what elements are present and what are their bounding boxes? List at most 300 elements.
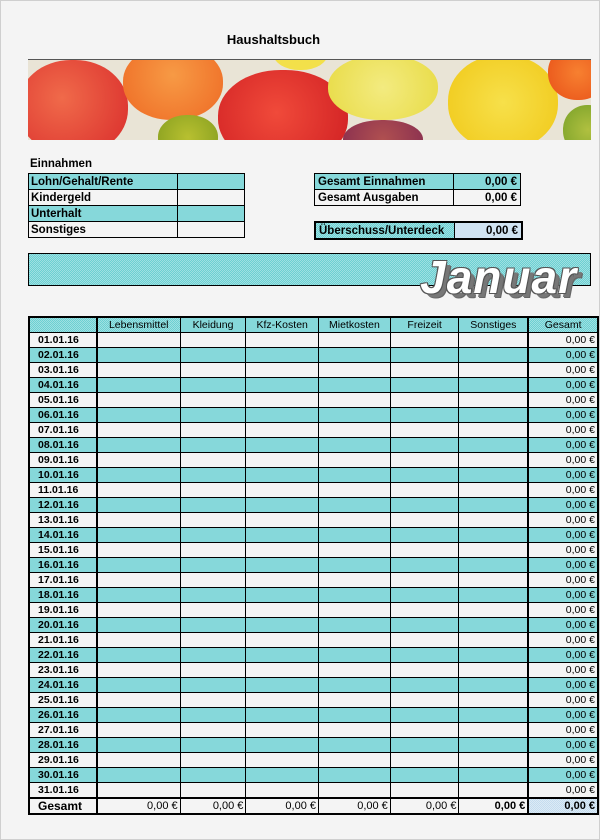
expense-input-cell[interactable] <box>390 498 459 513</box>
expense-input-cell[interactable] <box>390 573 459 588</box>
column-total-cell: 0,00 € <box>459 798 528 814</box>
income-table <box>28 173 245 238</box>
table-row <box>29 408 598 423</box>
expense-input-cell[interactable] <box>459 348 528 363</box>
expense-input-cell[interactable] <box>246 558 319 573</box>
table-row <box>29 438 598 453</box>
expense-input-cell[interactable] <box>97 513 180 528</box>
expense-input-cell[interactable] <box>180 513 246 528</box>
expense-input-cell[interactable] <box>459 333 528 348</box>
expense-input-cell[interactable] <box>390 558 459 573</box>
expense-input-cell[interactable] <box>459 453 528 468</box>
expense-input-cell[interactable] <box>180 768 246 783</box>
row-total-cell: 0,00 € <box>528 678 598 693</box>
expense-input-cell[interactable] <box>390 633 459 648</box>
expense-input-cell[interactable] <box>246 648 319 663</box>
table-row <box>29 723 598 738</box>
expense-input-cell[interactable] <box>246 723 319 738</box>
expense-input-cell[interactable] <box>180 528 246 543</box>
row-total-cell: 0,00 € <box>528 438 598 453</box>
expense-input-cell[interactable] <box>390 678 459 693</box>
date-cell: 05.01.16 <box>29 393 97 408</box>
expense-input-cell[interactable] <box>97 468 180 483</box>
grand-total-cell: 0,00 € <box>528 798 598 814</box>
expense-input-cell[interactable] <box>246 468 319 483</box>
expense-input-cell[interactable] <box>246 498 319 513</box>
surplus-table <box>314 221 523 240</box>
expense-input-cell[interactable] <box>390 513 459 528</box>
candy-banner-image <box>28 59 591 140</box>
expense-input-cell[interactable] <box>246 693 319 708</box>
income-input[interactable] <box>178 190 245 206</box>
expense-input-cell[interactable] <box>390 378 459 393</box>
expense-input-cell[interactable] <box>180 618 246 633</box>
table-row <box>29 483 598 498</box>
date-cell: 25.01.16 <box>29 693 97 708</box>
expense-input-cell[interactable] <box>180 648 246 663</box>
expense-input-cell[interactable] <box>180 738 246 753</box>
expense-input-cell[interactable] <box>246 528 319 543</box>
date-cell: 30.01.16 <box>29 768 97 783</box>
expense-input-cell[interactable] <box>246 783 319 799</box>
expense-input-cell[interactable] <box>459 378 528 393</box>
expense-input-cell[interactable] <box>319 468 391 483</box>
table-row <box>29 573 598 588</box>
date-cell: 21.01.16 <box>29 633 97 648</box>
expense-input-cell[interactable] <box>390 363 459 378</box>
column-total-cell: 0,00 € <box>246 798 319 814</box>
table-row <box>29 543 598 558</box>
expense-input-cell[interactable] <box>319 363 391 378</box>
expense-input-cell[interactable] <box>180 483 246 498</box>
expense-input-cell[interactable] <box>459 408 528 423</box>
expense-input-cell[interactable] <box>180 408 246 423</box>
expense-input-cell[interactable] <box>319 408 391 423</box>
expense-input-cell[interactable] <box>97 408 180 423</box>
expense-input-cell[interactable] <box>459 708 528 723</box>
expense-input-cell[interactable] <box>390 723 459 738</box>
expense-input-cell[interactable] <box>180 558 246 573</box>
expense-input-cell[interactable] <box>246 423 319 438</box>
row-total-cell: 0,00 € <box>528 603 598 618</box>
expense-input-cell[interactable] <box>246 633 319 648</box>
expense-input-cell[interactable] <box>97 693 180 708</box>
expense-input-cell[interactable] <box>319 738 391 753</box>
expense-ledger-table <box>28 316 599 815</box>
income-label: Unterhalt <box>29 206 178 222</box>
expense-input-cell[interactable] <box>180 753 246 768</box>
table-row <box>29 528 598 543</box>
expense-input-cell[interactable] <box>180 603 246 618</box>
table-row <box>29 393 598 408</box>
expense-input-cell[interactable] <box>390 603 459 618</box>
date-cell: 14.01.16 <box>29 528 97 543</box>
income-input[interactable] <box>178 174 245 190</box>
table-row <box>29 453 598 468</box>
row-total-cell: 0,00 € <box>528 783 598 799</box>
expense-input-cell[interactable] <box>319 438 391 453</box>
expense-input-cell[interactable] <box>180 708 246 723</box>
expense-input-cell[interactable] <box>97 678 180 693</box>
row-total-cell: 0,00 € <box>528 513 598 528</box>
expense-input-cell[interactable] <box>390 348 459 363</box>
expense-input-cell[interactable] <box>97 663 180 678</box>
expense-input-cell[interactable] <box>180 693 246 708</box>
expense-input-cell[interactable] <box>390 783 459 799</box>
expense-input-cell[interactable] <box>319 453 391 468</box>
expense-input-cell[interactable] <box>246 513 319 528</box>
column-header: Kleidung <box>180 317 246 333</box>
expense-input-cell[interactable] <box>180 498 246 513</box>
expense-input-cell[interactable] <box>459 543 528 558</box>
expense-input-cell[interactable] <box>180 453 246 468</box>
expense-input-cell[interactable] <box>319 708 391 723</box>
expense-input-cell[interactable] <box>97 543 180 558</box>
expense-input-cell[interactable] <box>97 603 180 618</box>
income-input[interactable] <box>178 222 245 238</box>
expense-input-cell[interactable] <box>180 348 246 363</box>
expense-input-cell[interactable] <box>319 483 391 498</box>
table-row <box>29 558 598 573</box>
expense-input-cell[interactable] <box>180 423 246 438</box>
table-row <box>29 588 598 603</box>
expense-input-cell[interactable] <box>459 423 528 438</box>
expense-input-cell[interactable] <box>97 378 180 393</box>
expense-input-cell[interactable] <box>319 648 391 663</box>
expense-input-cell[interactable] <box>459 588 528 603</box>
date-cell: 11.01.16 <box>29 483 97 498</box>
column-header: Gesamt <box>528 317 598 333</box>
expense-input-cell[interactable] <box>246 333 319 348</box>
expense-input-cell[interactable] <box>246 393 319 408</box>
column-total-cell: 0,00 € <box>180 798 246 814</box>
expense-input-cell[interactable] <box>97 648 180 663</box>
expense-input-cell[interactable] <box>390 453 459 468</box>
income-label: Sonstiges <box>29 222 178 238</box>
table-row <box>29 708 598 723</box>
expense-input-cell[interactable] <box>390 693 459 708</box>
expense-input-cell[interactable] <box>319 633 391 648</box>
expense-input-cell[interactable] <box>390 408 459 423</box>
expense-input-cell[interactable] <box>246 588 319 603</box>
expense-input-cell[interactable] <box>246 363 319 378</box>
expense-input-cell[interactable] <box>390 393 459 408</box>
date-cell: 16.01.16 <box>29 558 97 573</box>
expense-input-cell[interactable] <box>319 783 391 799</box>
expense-input-cell[interactable] <box>459 558 528 573</box>
date-cell: 19.01.16 <box>29 603 97 618</box>
expense-input-cell[interactable] <box>319 753 391 768</box>
table-row <box>29 498 598 513</box>
table-row <box>29 468 598 483</box>
expense-input-cell[interactable] <box>390 753 459 768</box>
table-row <box>29 363 598 378</box>
expense-input-cell[interactable] <box>390 543 459 558</box>
expense-input-cell[interactable] <box>97 453 180 468</box>
row-total-cell: 0,00 € <box>528 393 598 408</box>
expense-input-cell[interactable] <box>459 393 528 408</box>
expense-input-cell[interactable] <box>459 663 528 678</box>
table-row <box>29 678 598 693</box>
expense-input-cell[interactable] <box>390 648 459 663</box>
income-heading: Einnahmen <box>30 158 92 170</box>
expense-input-cell[interactable] <box>180 723 246 738</box>
expense-input-cell[interactable] <box>180 633 246 648</box>
expense-input-cell[interactable] <box>459 633 528 648</box>
expense-input-cell[interactable] <box>246 438 319 453</box>
expense-input-cell[interactable] <box>390 483 459 498</box>
expense-input-cell[interactable] <box>319 663 391 678</box>
expense-input-cell[interactable] <box>319 678 391 693</box>
expense-input-cell[interactable] <box>246 708 319 723</box>
date-cell: 04.01.16 <box>29 378 97 393</box>
expense-input-cell[interactable] <box>390 768 459 783</box>
totals-table <box>314 173 521 206</box>
expense-input-cell[interactable] <box>459 753 528 768</box>
expense-input-cell[interactable] <box>319 588 391 603</box>
column-header: Kfz-Kosten <box>246 317 319 333</box>
expense-input-cell[interactable] <box>390 738 459 753</box>
expense-input-cell[interactable] <box>246 348 319 363</box>
date-cell: 03.01.16 <box>29 363 97 378</box>
row-total-cell: 0,00 € <box>528 618 598 633</box>
expense-input-cell[interactable] <box>459 438 528 453</box>
expense-input-cell[interactable] <box>97 708 180 723</box>
expense-input-cell[interactable] <box>319 693 391 708</box>
expense-input-cell[interactable] <box>459 363 528 378</box>
row-total-cell: 0,00 € <box>528 543 598 558</box>
expense-input-cell[interactable] <box>97 423 180 438</box>
date-cell: 28.01.16 <box>29 738 97 753</box>
expense-input-cell[interactable] <box>319 618 391 633</box>
column-total-cell: 0,00 € <box>390 798 459 814</box>
expense-input-cell[interactable] <box>180 363 246 378</box>
total-income-label: Gesamt Einnahmen <box>315 174 454 190</box>
expense-input-cell[interactable] <box>97 393 180 408</box>
expense-input-cell[interactable] <box>459 648 528 663</box>
expense-input-cell[interactable] <box>390 708 459 723</box>
income-label: Kindergeld <box>29 190 178 206</box>
income-label: Lohn/Gehalt/Rente <box>29 174 178 190</box>
expense-input-cell[interactable] <box>459 573 528 588</box>
expense-input-cell[interactable] <box>97 588 180 603</box>
row-total-cell: 0,00 € <box>528 768 598 783</box>
expense-input-cell[interactable] <box>97 753 180 768</box>
totals-row <box>29 798 598 814</box>
expense-input-cell[interactable] <box>390 468 459 483</box>
expense-input-cell[interactable] <box>319 333 391 348</box>
expense-input-cell[interactable] <box>319 543 391 558</box>
expense-input-cell[interactable] <box>180 393 246 408</box>
expense-input-cell[interactable] <box>246 543 319 558</box>
expense-input-cell[interactable] <box>180 543 246 558</box>
surplus-value: 0,00 € <box>455 222 523 239</box>
expense-input-cell[interactable] <box>246 768 319 783</box>
row-total-cell: 0,00 € <box>528 498 598 513</box>
expense-input-cell[interactable] <box>180 783 246 799</box>
date-cell: 17.01.16 <box>29 573 97 588</box>
expense-input-cell[interactable] <box>97 438 180 453</box>
row-total-cell: 0,00 € <box>528 528 598 543</box>
date-cell: 23.01.16 <box>29 663 97 678</box>
expense-input-cell[interactable] <box>97 618 180 633</box>
expense-input-cell[interactable] <box>97 738 180 753</box>
date-cell: 20.01.16 <box>29 618 97 633</box>
expense-input-cell[interactable] <box>319 498 391 513</box>
expense-input-cell[interactable] <box>319 513 391 528</box>
expense-input-cell[interactable] <box>246 573 319 588</box>
row-total-cell: 0,00 € <box>528 708 598 723</box>
expense-input-cell[interactable] <box>97 498 180 513</box>
expense-input-cell[interactable] <box>390 528 459 543</box>
date-cell: 31.01.16 <box>29 783 97 799</box>
row-total-cell: 0,00 € <box>528 378 598 393</box>
expense-input-cell[interactable] <box>390 618 459 633</box>
table-row <box>29 753 598 768</box>
expense-input-cell[interactable] <box>246 408 319 423</box>
column-header-date <box>29 317 97 333</box>
month-title: Januar <box>420 251 577 303</box>
table-row <box>29 618 598 633</box>
date-cell: 29.01.16 <box>29 753 97 768</box>
expense-input-cell[interactable] <box>459 768 528 783</box>
expense-input-cell[interactable] <box>246 603 319 618</box>
expense-input-cell[interactable] <box>319 528 391 543</box>
expense-input-cell[interactable] <box>319 723 391 738</box>
date-cell: 01.01.16 <box>29 333 97 348</box>
expense-input-cell[interactable] <box>180 468 246 483</box>
column-header: Lebensmittel <box>97 317 180 333</box>
expense-input-cell[interactable] <box>180 573 246 588</box>
expense-input-cell[interactable] <box>180 588 246 603</box>
expense-input-cell[interactable] <box>180 678 246 693</box>
table-row <box>29 768 598 783</box>
expense-input-cell[interactable] <box>459 603 528 618</box>
expense-input-cell[interactable] <box>390 588 459 603</box>
expense-input-cell[interactable] <box>246 483 319 498</box>
date-cell: 22.01.16 <box>29 648 97 663</box>
row-total-cell: 0,00 € <box>528 348 598 363</box>
expense-input-cell[interactable] <box>97 633 180 648</box>
expense-input-cell[interactable] <box>246 618 319 633</box>
expense-input-cell[interactable] <box>246 678 319 693</box>
expense-input-cell[interactable] <box>459 618 528 633</box>
expense-input-cell[interactable] <box>246 453 319 468</box>
expense-input-cell[interactable] <box>459 483 528 498</box>
row-total-cell: 0,00 € <box>528 588 598 603</box>
column-header: Sonstiges <box>459 317 528 333</box>
expense-input-cell[interactable] <box>97 573 180 588</box>
expense-input-cell[interactable] <box>97 363 180 378</box>
table-row <box>29 693 598 708</box>
total-expenses-value: 0,00 € <box>454 190 521 206</box>
expense-input-cell[interactable] <box>180 663 246 678</box>
date-cell: 06.01.16 <box>29 408 97 423</box>
page-title: Haushaltsbuch <box>226 32 321 47</box>
expense-input-cell[interactable] <box>246 663 319 678</box>
row-total-cell: 0,00 € <box>528 363 598 378</box>
date-cell: 07.01.16 <box>29 423 97 438</box>
total-income-value: 0,00 € <box>454 174 521 190</box>
row-total-cell: 0,00 € <box>528 408 598 423</box>
row-total-cell: 0,00 € <box>528 693 598 708</box>
expense-input-cell[interactable] <box>97 723 180 738</box>
expense-input-cell[interactable] <box>319 378 391 393</box>
row-total-cell: 0,00 € <box>528 468 598 483</box>
date-cell: 26.01.16 <box>29 708 97 723</box>
expense-input-cell[interactable] <box>97 768 180 783</box>
expense-input-cell[interactable] <box>246 738 319 753</box>
expense-input-cell[interactable] <box>319 603 391 618</box>
expense-input-cell[interactable] <box>180 333 246 348</box>
expense-input-cell[interactable] <box>319 393 391 408</box>
table-row <box>29 648 598 663</box>
expense-input-cell[interactable] <box>390 423 459 438</box>
expense-input-cell[interactable] <box>459 783 528 799</box>
row-total-cell: 0,00 € <box>528 663 598 678</box>
expense-input-cell[interactable] <box>319 558 391 573</box>
row-total-cell: 0,00 € <box>528 423 598 438</box>
expense-input-cell[interactable] <box>459 723 528 738</box>
expense-input-cell[interactable] <box>390 663 459 678</box>
row-total-cell: 0,00 € <box>528 573 598 588</box>
expense-input-cell[interactable] <box>319 573 391 588</box>
expense-input-cell[interactable] <box>97 558 180 573</box>
date-cell: 10.01.16 <box>29 468 97 483</box>
expense-input-cell[interactable] <box>390 438 459 453</box>
expense-input-cell[interactable] <box>97 348 180 363</box>
expense-input-cell[interactable] <box>459 513 528 528</box>
date-cell: 02.01.16 <box>29 348 97 363</box>
expense-input-cell[interactable] <box>97 528 180 543</box>
row-total-cell: 0,00 € <box>528 648 598 663</box>
row-total-cell: 0,00 € <box>528 723 598 738</box>
expense-input-cell[interactable] <box>459 528 528 543</box>
table-row <box>29 348 598 363</box>
row-total-cell: 0,00 € <box>528 453 598 468</box>
column-header: Mietkosten <box>319 317 391 333</box>
expense-input-cell[interactable] <box>97 333 180 348</box>
row-total-cell: 0,00 € <box>528 333 598 348</box>
table-row <box>29 663 598 678</box>
expense-input-cell[interactable] <box>180 438 246 453</box>
expense-input-cell[interactable] <box>319 768 391 783</box>
table-row <box>29 738 598 753</box>
row-total-cell: 0,00 € <box>528 738 598 753</box>
expense-input-cell[interactable] <box>390 333 459 348</box>
expense-input-cell[interactable] <box>459 468 528 483</box>
expense-input-cell[interactable] <box>319 348 391 363</box>
table-row <box>29 603 598 618</box>
expense-input-cell[interactable] <box>97 783 180 799</box>
expense-input-cell[interactable] <box>459 678 528 693</box>
expense-input-cell[interactable] <box>459 738 528 753</box>
table-row <box>29 333 598 348</box>
total-expenses-label: Gesamt Ausgaben <box>315 190 454 206</box>
income-input[interactable] <box>178 206 245 222</box>
expense-input-cell[interactable] <box>97 483 180 498</box>
expense-input-cell[interactable] <box>459 498 528 513</box>
expense-input-cell[interactable] <box>246 753 319 768</box>
date-cell: 13.01.16 <box>29 513 97 528</box>
date-cell: 18.01.16 <box>29 588 97 603</box>
expense-input-cell[interactable] <box>180 378 246 393</box>
expense-input-cell[interactable] <box>246 378 319 393</box>
expense-input-cell[interactable] <box>459 693 528 708</box>
table-row <box>29 783 598 799</box>
expense-input-cell[interactable] <box>319 423 391 438</box>
date-cell: 15.01.16 <box>29 543 97 558</box>
